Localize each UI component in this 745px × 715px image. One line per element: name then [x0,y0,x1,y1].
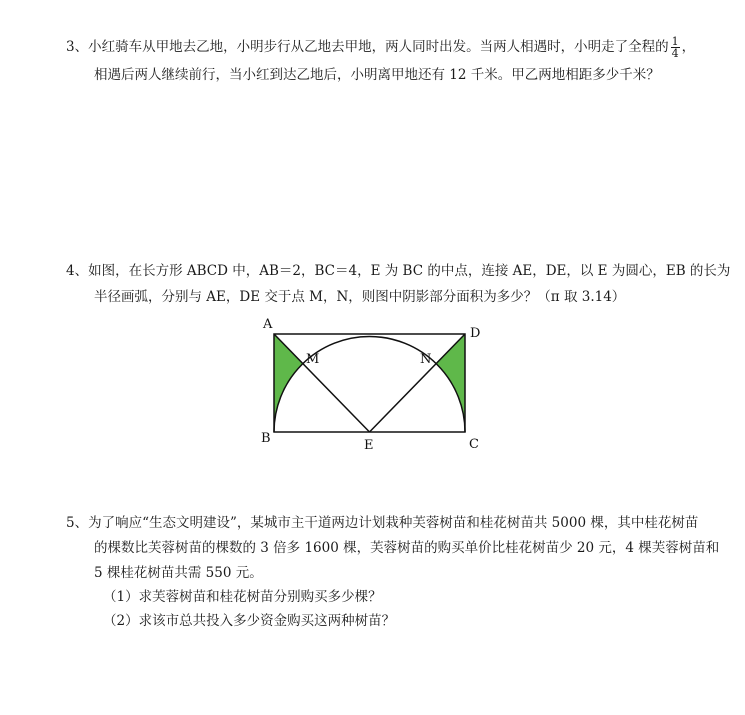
label-d: D [470,326,481,341]
q5-line-1: 5、为了响应“生态文明建设”，某城市主干道两边计划栽种芙蓉树苗和桂花树苗共 5000 棵，其中桂花树苗 [66,515,699,531]
q3-line-1 [66,36,695,59]
geometry-figure [250,312,500,452]
q4-line-2: 半径画弧，分别与 AE，DE 交于点 M，N，则图中阴影部分面积为多少？（π 取 3.14） [94,289,626,305]
label-e: E [364,438,374,452]
q3-fraction-numerator: 1 [671,35,679,48]
q5-line-3: 5 棵桂花树苗共需 550 元。 [94,565,263,581]
label-c: C [469,437,479,452]
q3-line-2: 相遇后两人继续前行，当小红到达乙地后，小明离甲地还有 12 千米。甲乙两地相距多少千米？ [94,67,660,83]
label-a: A [263,317,273,332]
arc-bc [274,337,465,433]
q5-subquestion-2: （2）求该市总共投入多少资金购买这两种树苗？ [103,613,396,629]
q3-fraction-denominator: 4 [671,47,679,60]
q3-text-1-end: ， [681,39,696,55]
rectangle-abcd [274,334,465,432]
label-n: N [420,352,432,367]
label-b: B [261,431,271,446]
q3-fraction [671,36,680,59]
q5-subquestion-1: （1）求芙蓉树苗和桂花树苗分别购买多少棵？ [103,589,382,605]
label-m: M [306,352,320,367]
q5-line-2: 的棵数比芙蓉树苗的棵数的 3 倍多 1600 棵，芙蓉树苗的购买单价比桂花树苗少 20 元，4 棵芙蓉树苗和 [94,540,720,556]
q4-line-1: 4、如图，在长方形 ABCD 中，AB＝2，BC＝4，E 为 BC 的中点，连接 AE，DE，以 E 为圆心，EB 的长为 [66,263,731,279]
q3-text-1: 3、小红骑车从甲地去乙地，小明步行从乙地去甲地，两人同时出发。当两人相遇时，小明走了全程的 [66,39,669,55]
